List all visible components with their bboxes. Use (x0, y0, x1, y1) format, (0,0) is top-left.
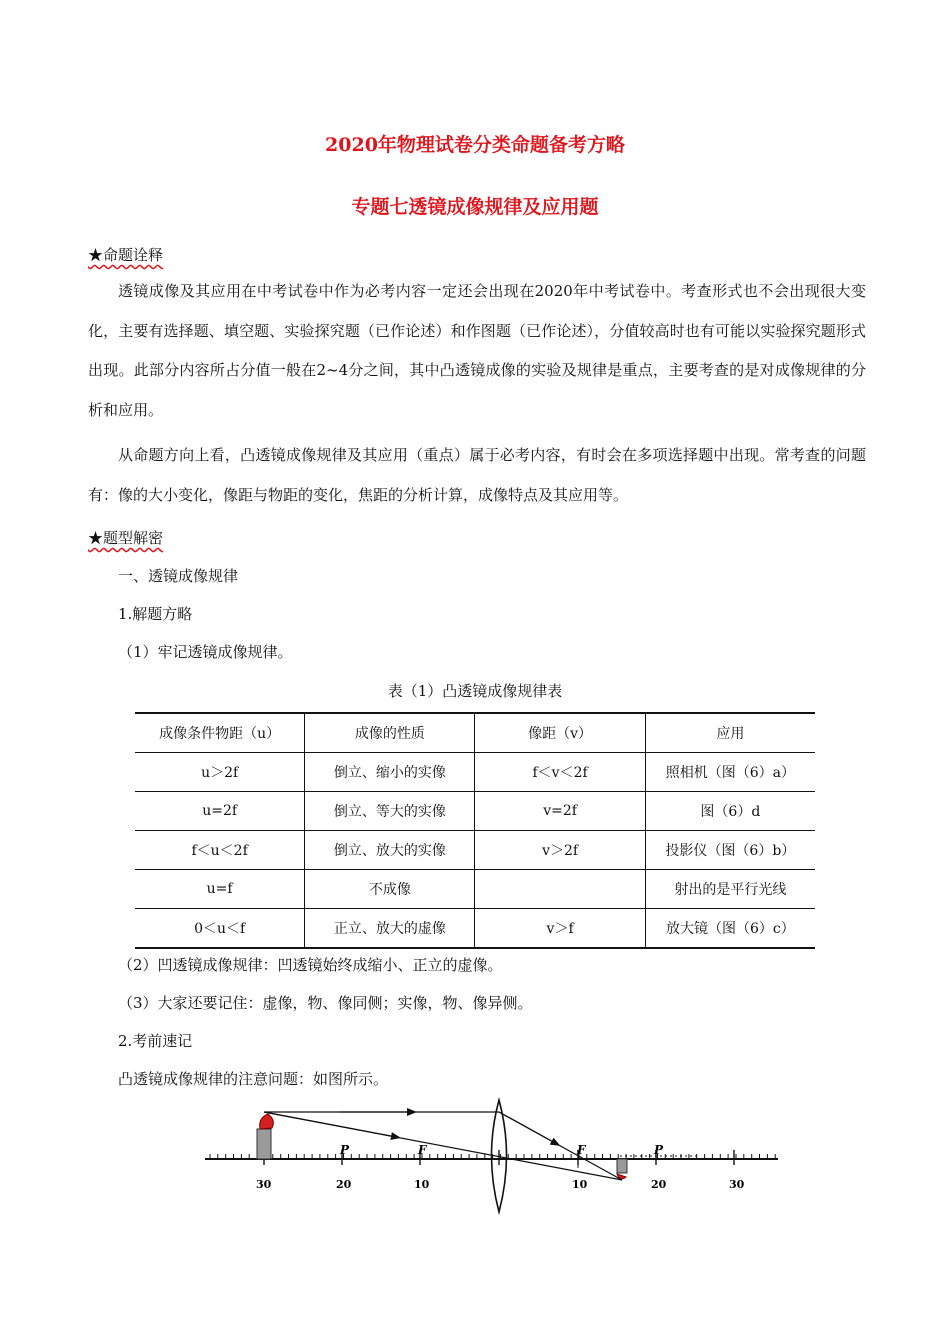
label-2f-left: P (340, 1143, 350, 1157)
table-header-cell: 应用 (645, 713, 815, 753)
table-header-cell: 成像条件物距（u） (135, 713, 305, 753)
table-cell: v＞f (475, 909, 645, 949)
paragraph-intro: 透镜成像及其应用在中考试卷中作为必考内容一定还会出现在2020年中考试卷中。考查形式也不会出现很大变化，主要有选择题、填空题、实验探究题（已作论述）和作图题（已作论述），分值较高时也有可能以实验探究题形式出现。此部分内容所占分值一般在2~4分之间，其中凸透镜成像的实验及规律是重点，主要考查的是对成像规律的分析和应用。 (88, 282, 866, 419)
ray-arrow (499, 1112, 556, 1144)
table-cell: u=f (135, 870, 305, 909)
table-cell: 正立、放大的虚像 (305, 909, 475, 949)
document-subtitle: 专题七透镜成像规律及应用题 (351, 196, 599, 218)
table-cell: 不成像 (305, 870, 475, 909)
tick-label-right-10: 10 (572, 1178, 588, 1191)
list-heading-rules: 一、透镜成像规律 (118, 567, 239, 585)
section-heading-interpretation (88, 244, 163, 265)
tick-label-right-30: 30 (729, 1178, 745, 1191)
table-cell: 倒立、放大的实像 (305, 831, 475, 870)
axis-ticks (210, 1150, 775, 1165)
table-cell: 0＜u＜f (135, 909, 305, 949)
table-cell: 照相机（图（6）a） (645, 753, 815, 792)
table-cell: v＞2f (475, 831, 645, 870)
table-header-row (135, 713, 815, 753)
convex-lens-diagram (0, 1090, 950, 1230)
tick-label-left-20: 20 (336, 1178, 352, 1191)
tick-label-left-10: 10 (414, 1178, 430, 1191)
table-cell: f＜u＜2f (135, 831, 305, 870)
table-header-cell: 成像的性质 (305, 713, 475, 753)
table-cell: v=2f (475, 792, 645, 831)
table-cell: 射出的是平行光线 (645, 870, 815, 909)
table-cell: 投影仪（图（6）b） (645, 831, 815, 870)
table-header-cell: 像距（v） (475, 713, 645, 753)
table-cell: u＞2f (135, 753, 305, 792)
table-row (135, 870, 815, 909)
ray-arrow (264, 1112, 396, 1137)
table-cell: 倒立、等大的实像 (305, 792, 475, 831)
candle-image (617, 1159, 627, 1173)
section-heading-text: ★题型解密 (88, 529, 164, 547)
document-title: 2020年物理试卷分类命题备考方略 (325, 134, 625, 156)
table-cell: 倒立、缩小的实像 (305, 753, 475, 792)
list-heading-quick-notes: 2.考前速记 (118, 1032, 193, 1050)
candle-object (257, 1129, 271, 1159)
table-cell: 放大镜（图（6）c） (645, 909, 815, 949)
table-cell: f＜v＜2f (475, 753, 645, 792)
list-item-diagram-intro: 凸透镜成像规律的注意问题：如图所示。 (118, 1070, 389, 1088)
table-row (135, 831, 815, 870)
paragraph-direction: 从命题方向上看，凸透镜成像规律及其应用（重点）属于必考内容，有时会在多项选择题中出现。常考查的问题有：像的大小变化，像距与物距的变化，焦距的分析计算，成像特点及其应用等。 (88, 446, 866, 504)
table-cell: u=2f (135, 792, 305, 831)
table-row (135, 753, 815, 792)
list-heading-strategy: 1.解题方略 (118, 605, 193, 623)
tick-label-left-30: 30 (256, 1178, 272, 1191)
section-heading-text: ★命题诠释 (88, 246, 164, 264)
label-f-left: F (418, 1143, 427, 1157)
lens-rules-table (135, 712, 815, 949)
section-heading-types (88, 527, 163, 548)
table-row (135, 909, 815, 949)
table-cell: 图（6）d (645, 792, 815, 831)
label-f-right: F (577, 1143, 586, 1157)
tick-label-right-20: 20 (651, 1178, 667, 1191)
list-item-remember-rules: （1）牢记透镜成像规律。 (118, 643, 293, 661)
candle-flame (260, 1114, 274, 1129)
list-item-image-side-rule: （3）大家还要记住：虚像，物、像同侧；实像，物、像异侧。 (118, 994, 533, 1012)
table-caption: 表（1）凸透镜成像规律表 (387, 682, 563, 700)
list-item-concave-rule: （2）凹透镜成像规律：凹透镜始终成缩小、正立的虚像。 (118, 956, 503, 974)
label-2f-right: P (654, 1143, 664, 1157)
table-cell (475, 870, 645, 909)
table-row (135, 792, 815, 831)
